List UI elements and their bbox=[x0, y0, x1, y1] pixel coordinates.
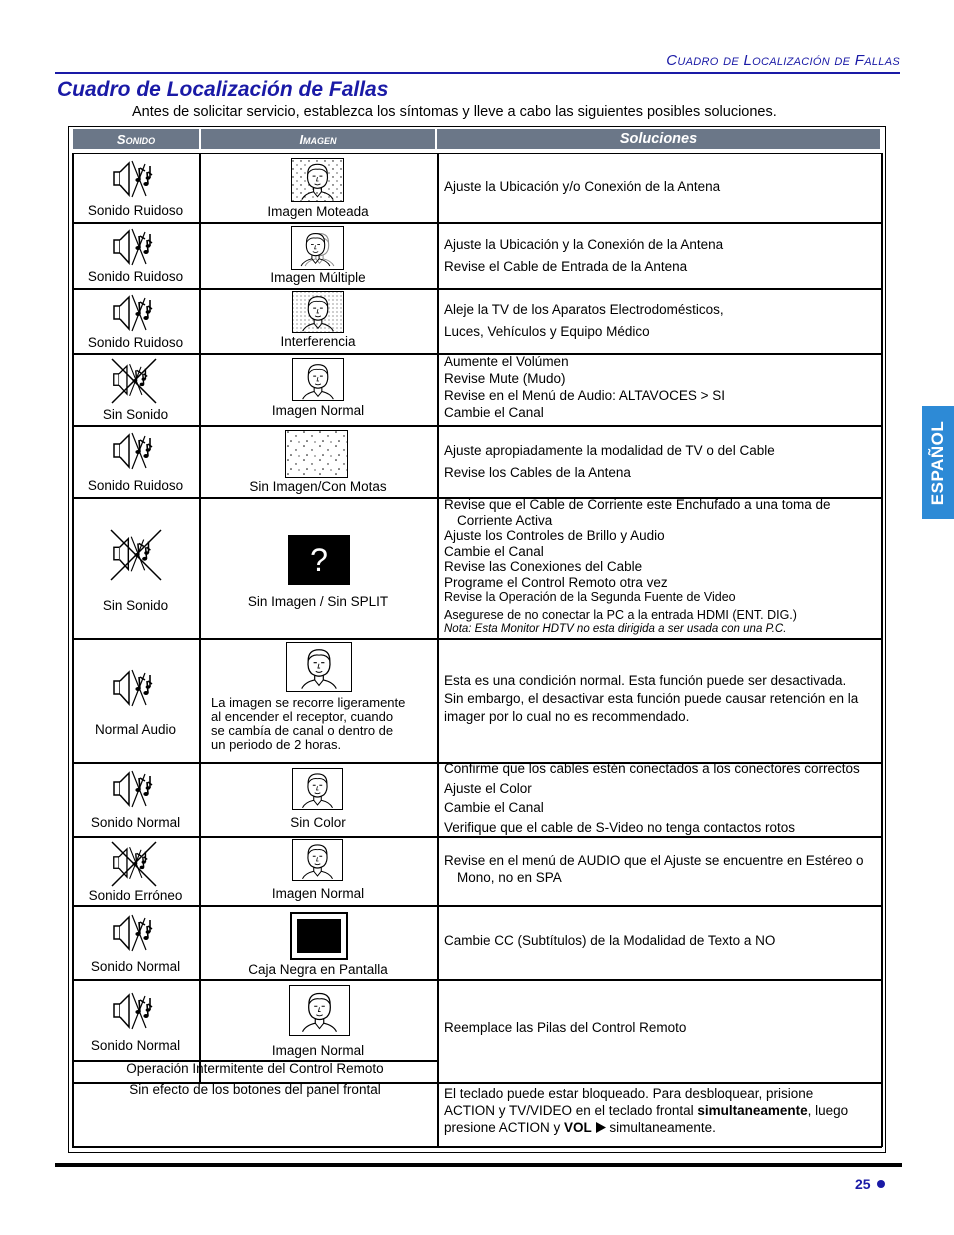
solution-item: Programe el Control Remoto otra vez bbox=[444, 574, 668, 590]
solution-item: Revise la Operación de la Segunda Fuente de Video bbox=[444, 590, 736, 604]
solution-item: Ajuste la Ubicación y la Conexión de la Antena bbox=[444, 237, 724, 252]
column-header-image: Imagen bbox=[201, 129, 435, 149]
intro-text: Antes de solicitar servicio, establezca los síntomas y lleve a cabo las siguientes posibles soluciones. bbox=[132, 104, 777, 120]
solution-text: ACTION y TV/VIDEO en el teclado frontal bbox=[444, 1103, 698, 1118]
speaker-music-icon bbox=[112, 990, 162, 1032]
image-label: Sin Imagen/Con Motas bbox=[249, 479, 387, 494]
speaker-music-icon bbox=[112, 912, 162, 954]
solution-list bbox=[444, 759, 880, 837]
solution-emphasis: simultaneamente bbox=[697, 1103, 808, 1118]
solution-item: Revise el Cable de Entrada de la Antena bbox=[444, 259, 688, 274]
image-description bbox=[211, 696, 405, 752]
solution-item: Aumente el Volúmen bbox=[444, 354, 569, 369]
solution-item: Asegurese de no conectar la PC a la entrada HDMI (ENT. DIG.) bbox=[444, 607, 797, 622]
solution-note: Nota: Esta Monitor HDTV no esta dirigida a ser usada con una P.C. bbox=[444, 623, 787, 635]
sound-label: Sonido Erróneo bbox=[88, 888, 183, 903]
row-divider bbox=[72, 979, 882, 981]
image-label: Imagen Normal bbox=[271, 403, 365, 418]
column-header-solutions: Soluciones bbox=[437, 129, 880, 149]
image-description-line: La imagen se recorre ligeramente bbox=[211, 695, 406, 710]
column-header-sound: Sonido bbox=[73, 129, 199, 149]
solution-item: Aleje la TV de los Aparatos Electrodomésticos, bbox=[444, 302, 724, 317]
static-screen-icon bbox=[285, 430, 348, 478]
solution-list bbox=[444, 353, 880, 421]
sound-label: Sonido Ruidoso bbox=[87, 335, 184, 350]
solution-list bbox=[444, 178, 880, 195]
sound-label: Sonido Normal bbox=[90, 1038, 181, 1053]
image-label: Sin Imagen / Sin SPLIT bbox=[247, 594, 389, 609]
col-line-right bbox=[881, 153, 883, 1147]
image-label: Caja Negra en Pantalla bbox=[248, 962, 388, 977]
image-label: Interferencia bbox=[280, 334, 356, 349]
solution-item: Cambie el Canal bbox=[444, 543, 544, 559]
solution-item: Ajuste la Ubicación y/o Conexión de la Antena bbox=[444, 179, 721, 194]
sound-label: Sonido Ruidoso bbox=[87, 269, 184, 284]
solution-list bbox=[444, 234, 880, 278]
speaker-crossed-icon bbox=[110, 357, 158, 405]
solution-item: Revise en el menú de AUDIO que el Ajuste se encuentre en Estéreo o bbox=[444, 853, 864, 868]
image-description-line: se cambía de canal o dentro de bbox=[211, 723, 394, 738]
page-title: Cuadro de Localización de Fallas bbox=[57, 78, 389, 101]
sound-label: Sonido Normal bbox=[90, 815, 181, 830]
image-label: Imagen Normal bbox=[271, 886, 365, 901]
solution-list bbox=[444, 497, 880, 635]
image-label: Imagen Normal bbox=[271, 1043, 365, 1058]
solution-item: Ajuste los Controles de Brillo y Audio bbox=[444, 528, 665, 543]
bottom-rule bbox=[55, 1163, 902, 1167]
solution-item: Revise que el Cable de Corriente este Enchufado a una toma de bbox=[444, 497, 831, 512]
solution-item: Verifique que el cable de S-Video no tenga contactos rotos bbox=[444, 819, 795, 835]
symptom-label: Operación Intermitente del Control Remoto bbox=[126, 1061, 384, 1076]
solution-item: Ajuste el Color bbox=[444, 780, 532, 796]
solution-list bbox=[444, 672, 880, 726]
solution-list bbox=[444, 932, 880, 949]
solution-item bbox=[444, 1119, 880, 1136]
sound-label: Sin Sonido bbox=[102, 407, 169, 422]
solution-item: Revise Mute (Mudo) bbox=[444, 371, 566, 386]
sound-label: Sonido Ruidoso bbox=[87, 478, 184, 493]
solution-item: Mono, no en SPA bbox=[457, 870, 562, 885]
running-header: Cuadro de Localización de Fallas bbox=[55, 52, 900, 74]
solution-list bbox=[444, 440, 880, 484]
row-divider bbox=[72, 638, 882, 640]
sound-label: Sin Sonido bbox=[102, 598, 169, 613]
solution-item: Sin embargo, el desactivar esta función puede causar retención en la bbox=[444, 691, 859, 706]
solution-item: imager por lo cual no es recommendado. bbox=[444, 709, 690, 724]
solution-item bbox=[444, 1102, 880, 1119]
solution-list bbox=[444, 852, 880, 886]
solution-list bbox=[444, 1019, 880, 1036]
solution-item: Ajuste apropiadamente la modalidad de TV o del Cable bbox=[444, 443, 775, 458]
tv-face-icon bbox=[291, 158, 344, 202]
speaker-music-icon bbox=[112, 292, 162, 334]
image-description-line: al encender el receptor, cuando bbox=[211, 709, 394, 724]
tv-face-icon bbox=[291, 226, 344, 270]
tv-face-icon bbox=[292, 291, 344, 333]
table-bottom-rule bbox=[72, 1146, 882, 1148]
solution-item: Cambie el Canal bbox=[444, 405, 544, 420]
solution-item: Revise las Conexiones del Cable bbox=[444, 559, 643, 574]
image-label: Sin Color bbox=[290, 815, 346, 830]
solution-list bbox=[444, 299, 880, 343]
speaker-music-icon bbox=[112, 430, 162, 472]
solution-text: presione ACTION y bbox=[444, 1120, 565, 1135]
language-tab bbox=[922, 406, 954, 519]
symptom-label: Sin efecto de los botones del panel frontal bbox=[129, 1082, 381, 1097]
row-divider bbox=[72, 288, 882, 290]
row-divider bbox=[72, 222, 882, 224]
solution-item: Cambie el Canal bbox=[444, 800, 544, 815]
solution-item: Confirme que los cables estén conectados a los conectores correctos bbox=[444, 761, 860, 776]
language-tab-label: ESPAÑOL bbox=[928, 420, 947, 505]
tv-face-icon bbox=[292, 839, 343, 881]
tv-face-icon bbox=[289, 985, 350, 1036]
right-triangle-icon bbox=[596, 1122, 606, 1133]
solution-text: simultaneamente. bbox=[605, 1120, 716, 1135]
speaker-music-icon bbox=[112, 158, 162, 200]
solution-item: Revise en el Menú de Audio: ALTAVOCES > SI bbox=[444, 388, 726, 403]
solution-item: El teclado puede estar bloqueado. Para desbloquear, prisione bbox=[444, 1086, 814, 1101]
solution-text: , luego bbox=[807, 1103, 849, 1118]
solution-item: Revise los Cables de la Antena bbox=[444, 465, 631, 480]
row-divider bbox=[72, 425, 882, 427]
tv-face-icon bbox=[292, 768, 343, 810]
sound-label: Sonido Ruidoso bbox=[87, 203, 184, 218]
tv-face-icon bbox=[292, 358, 344, 401]
speaker-crossed-icon bbox=[108, 527, 164, 583]
col-line-sound-image bbox=[199, 153, 201, 1083]
solution-item: Luces, Vehículos y Equipo Médico bbox=[444, 324, 650, 339]
solution-item: Corriente Activa bbox=[457, 512, 553, 528]
image-description-line: un periodo de 2 horas. bbox=[211, 737, 342, 752]
image-label: Imagen Moteada bbox=[267, 204, 369, 219]
solution-emphasis: VOL bbox=[564, 1120, 592, 1135]
solution-item: Cambie CC (Subtítulos) de la Modalidad de Texto a NO bbox=[444, 933, 776, 948]
speaker-crossed-icon bbox=[110, 840, 158, 888]
speaker-music-icon bbox=[112, 226, 162, 268]
no-picture-icon: ? bbox=[288, 535, 350, 585]
black-box-icon bbox=[290, 912, 348, 960]
sound-label: Normal Audio bbox=[94, 722, 177, 737]
solution-list bbox=[444, 1085, 880, 1136]
speaker-music-icon bbox=[112, 667, 162, 709]
image-label: Imagen Múltiple bbox=[270, 270, 366, 285]
row-divider bbox=[72, 905, 882, 907]
tv-face-icon bbox=[286, 642, 352, 692]
page-number: 25 bbox=[855, 1176, 885, 1192]
solution-item: Esta es una condición normal. Esta función puede ser desactivada. bbox=[444, 673, 847, 688]
speaker-music-icon bbox=[112, 768, 162, 810]
col-line-left bbox=[72, 153, 74, 1147]
solution-item: Reemplace las Pilas del Control Remoto bbox=[444, 1020, 687, 1035]
col-line-image-solutions bbox=[437, 153, 439, 1147]
sound-label: Sonido Normal bbox=[90, 959, 181, 974]
